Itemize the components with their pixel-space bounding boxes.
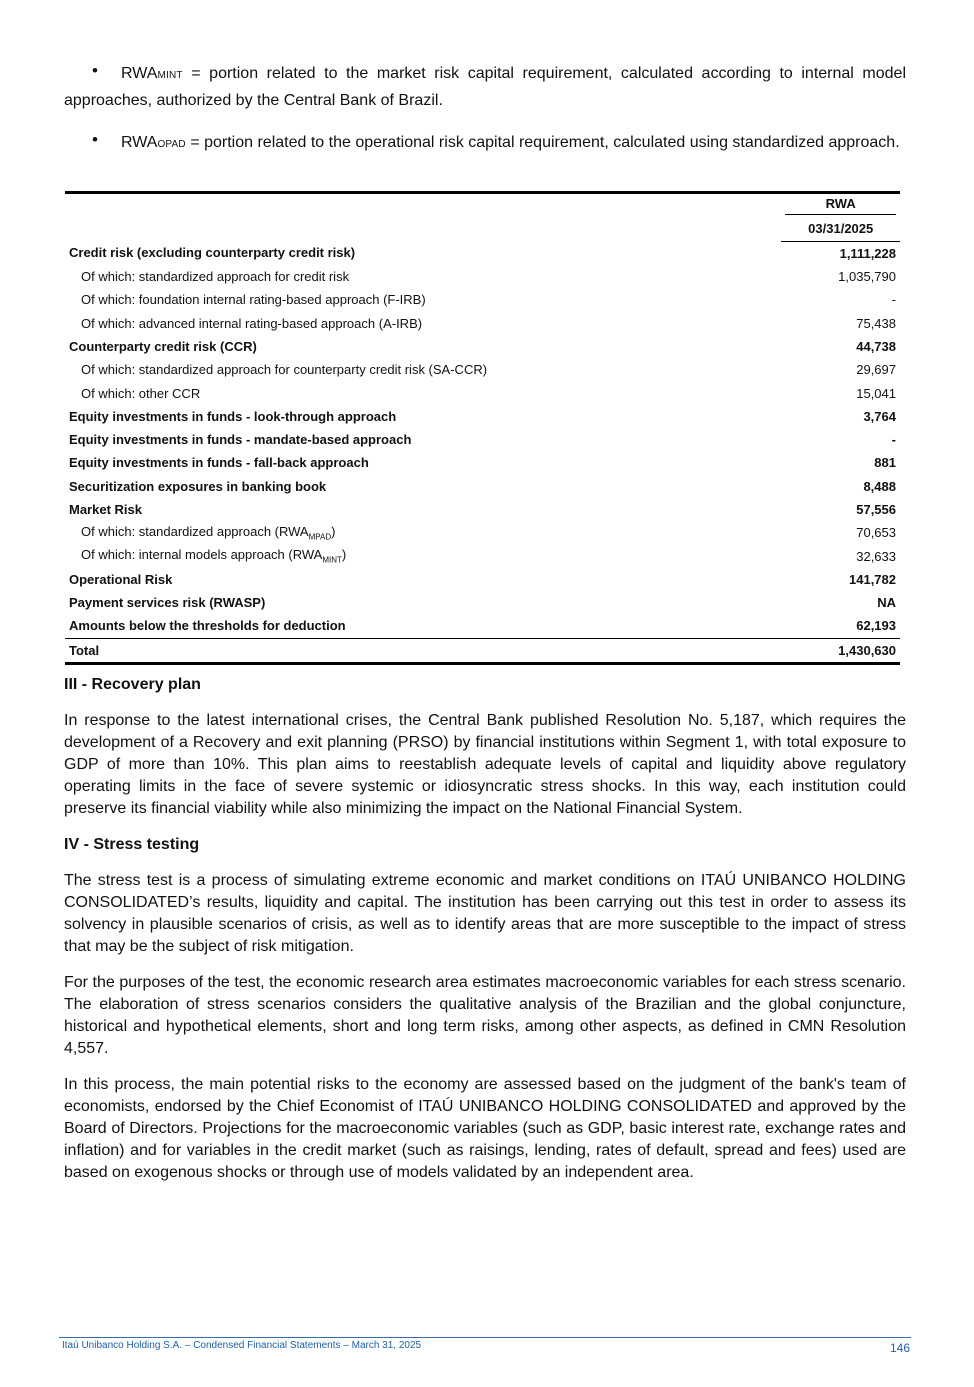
table-row: [65, 591, 900, 614]
row-label-text: Market Risk: [69, 502, 142, 517]
row-value: 1,111,228: [839, 245, 896, 261]
row-label-text: Of which: standardized approach for credit risk: [81, 269, 350, 285]
row-label-text: Counterparty credit risk (CCR): [69, 338, 257, 354]
paragraph-stress-3: In this process, the main potential risks to the economy are assessed based on the judgment of the bank's team of economists, endorsed by the Chief Economist of ITAÚ UNIBANCO HOLDING CONSOLIDATED and approved by the Board of Directors. Projections for the macroeconomic variables (such as GDP, basic interest rate, exchange rates and inflation) and for variables in the credit market (such as raisings, lending, rates of default, spread and fees) used are based on exogenous shocks or through use of models validated by an independent area.: [64, 1076, 906, 1181]
row-value: -: [891, 292, 896, 308]
table-total-row: [65, 638, 900, 663]
table-row: [65, 288, 900, 311]
row-label-text: Operational Risk: [69, 571, 173, 587]
rwa-table: [65, 191, 900, 665]
row-label-text: Of which: advanced internal rating-based approach (A-IRB): [81, 315, 423, 331]
row-label-text: Of which: standardized approach (RWA: [81, 524, 309, 539]
bullet-rwa-mint: [64, 61, 906, 113]
row-value: 32,633: [856, 548, 896, 564]
row-label-text: Amounts below the thresholds for deduction: [69, 618, 346, 634]
row-label-text: Of which: foundation internal rating-based approach (F-IRB): [81, 292, 426, 308]
total-label: Total: [65, 638, 781, 663]
row-value: NA: [877, 595, 896, 611]
table-row: [65, 451, 900, 474]
table-row: [65, 358, 900, 381]
row-label: [65, 475, 781, 498]
row-label: [65, 288, 781, 311]
row-value: 75,438: [856, 315, 896, 331]
row-label: [65, 358, 781, 381]
table-row: [65, 381, 900, 404]
table-row: [65, 498, 900, 521]
row-label: [65, 451, 781, 474]
bullet-prefix: RWA: [121, 65, 158, 82]
row-label: [65, 241, 781, 265]
row-value: -: [891, 432, 896, 448]
bullet-subscript: OPAD: [157, 139, 186, 150]
row-value: 8,488: [863, 478, 896, 494]
row-label-subscript: MPAD: [308, 532, 332, 542]
row-value: 15,041: [856, 385, 896, 401]
row-label-text: Of which: other CCR: [81, 385, 201, 401]
table-row: [65, 335, 900, 358]
table-row: [65, 265, 900, 288]
row-label: [65, 311, 781, 334]
footer-divider: [59, 1337, 911, 1338]
row-label-text: Equity investments in funds - mandate-based approach: [69, 432, 412, 448]
row-value: 57,556: [856, 502, 896, 517]
table-row: [65, 428, 900, 451]
paragraph-recovery: In response to the latest international crises, the Central Bank published Resolution No. 5,187, which requires the development of a Recovery and exit planning (PRSO) by financial institutions within Segment 1, with total exposure to GDP of more than 10%. This plan aims to reestablish adequate levels of capital and liquidity above regulatory operating limits in the face of severe systemic or idiosyncratic stress shocks. In this way, each institution could preserve its financial viability while also minimizing the impact on the National Financial System.: [64, 712, 906, 817]
header-date: 03/31/2025: [781, 217, 900, 241]
row-value: 1,035,790: [838, 269, 896, 285]
row-label-text: Securitization exposures in banking book: [69, 478, 327, 494]
footer-text: Itaú Unibanco Holding S.A. – Condensed Financial Statements – March 31, 2025: [62, 1340, 422, 1351]
row-label: [65, 428, 781, 451]
row-label: [65, 265, 781, 288]
table-header-row: [65, 217, 900, 241]
row-label-text: Of which: internal models approach (RWA: [81, 547, 323, 563]
row-label-subscript: MINT: [322, 555, 342, 565]
row-label: [65, 498, 781, 521]
table-row: [65, 544, 900, 567]
row-label-text: Credit risk (excluding counterparty credit risk): [69, 245, 356, 261]
table-row: [65, 521, 900, 544]
table-row: [65, 568, 900, 591]
row-label: [65, 521, 781, 544]
bullet-prefix: RWA: [121, 134, 158, 151]
table-row: [65, 405, 900, 428]
bullet-subscript: MINT: [157, 70, 183, 81]
paragraph-stress-2: For the purposes of the test, the economic research area estimates macroeconomic variables for each stress scenario. The elaboration of stress scenarios considers the qualitative analysis of the Brazilian and the global conjuncture, historical and hypothetical elements, short and long term risks, among other aspects, as defined in CMN Resolution 4,557.: [64, 974, 906, 1057]
row-label: [65, 335, 781, 358]
row-value: 62,193: [856, 618, 896, 634]
total-value: 1,430,630: [781, 638, 900, 663]
row-label: [65, 568, 781, 591]
row-label: [65, 614, 781, 638]
table-row: [65, 241, 900, 265]
row-label-text: Equity investments in funds - fall-back approach: [69, 455, 369, 471]
bullet-dot: •: [92, 130, 98, 149]
row-label-text: Of which: standardized approach for counterparty credit risk (SA-CCR): [81, 362, 488, 378]
page-number: 146: [889, 1341, 910, 1355]
table-row: [65, 614, 900, 638]
row-value: 70,653: [856, 525, 896, 541]
row-label-suffix: ): [341, 547, 347, 563]
row-label: [65, 591, 781, 614]
header-rwa: RWA: [785, 196, 896, 215]
row-label-text: Payment services risk (RWASP): [69, 595, 266, 611]
bullet-dot: •: [92, 61, 98, 80]
row-label-suffix: ): [331, 524, 336, 539]
row-label: [65, 405, 781, 428]
row-label: [65, 544, 781, 567]
row-value: 141,782: [849, 571, 896, 587]
row-value: 29,697: [856, 362, 896, 378]
row-label: [65, 381, 781, 404]
bullet-text: = portion related to the market risk capital requirement, calculated according to internal model approaches, authorized by the Central Bank of Brazil.: [64, 65, 906, 109]
paragraph-stress-1: The stress test is a process of simulating extreme economic and market conditions on ITAÚ UNIBANCO HOLDING CONSOLIDATED’s results, liquidity and capital. The institution has been carrying out this test in order to assess its solvency in plausible scenarios of crisis, as well as to identify areas that are more susceptible to the impact of stress that may be the subject of risk mitigation.: [64, 872, 906, 955]
table-row: [65, 311, 900, 334]
row-value: 881: [874, 455, 896, 471]
bullet-rwa-opad: [64, 130, 906, 157]
row-value: 44,738: [856, 338, 896, 354]
row-value: 3,764: [863, 408, 896, 424]
table-header-row: [65, 193, 900, 218]
bullet-text: = portion related to the operational risk capital requirement, calculated using standardized approach.: [190, 134, 900, 151]
table-row: [65, 475, 900, 498]
section-heading-recovery: III - Recovery plan: [64, 676, 201, 693]
row-label-text: Equity investments in funds - look-through approach: [69, 408, 397, 424]
section-heading-stress: IV - Stress testing: [64, 836, 200, 853]
